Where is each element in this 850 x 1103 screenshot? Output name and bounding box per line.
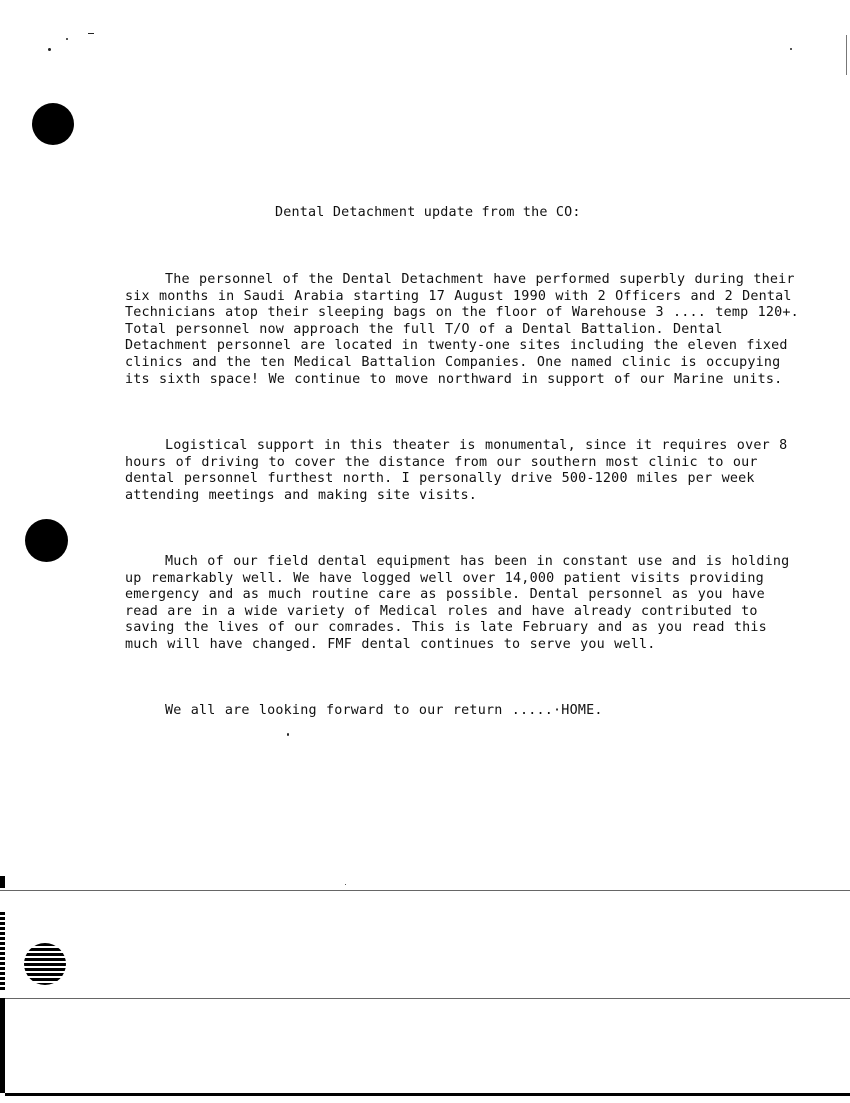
- scan-speck: [66, 38, 68, 40]
- paragraph-equipment: Much of our field dental equipment has been in constant use and is holding up remarkably well. We have logged well over 14,000 patient visits providing emergency and as much routine care as possible. Dental personnel as you have read are in a wide variety of Medical roles and have already contributed to saving the lives of our comrades. This is late February and as you read this much will have changed. FMF dental continues to serve you well.: [125, 554, 790, 653]
- paragraph-closing: We all are looking forward to our return .....·HOME.: [165, 703, 603, 719]
- scan-speck: [48, 48, 51, 51]
- scan-edge-bar: [0, 998, 5, 1093]
- memo-title: Dental Detachment update from the CO:: [275, 205, 581, 221]
- scan-rule-upper: [0, 890, 850, 891]
- scan-edge-mark: [846, 35, 847, 75]
- scan-speck: [790, 48, 792, 50]
- scan-edge-bar: [0, 912, 5, 992]
- scan-speck: [345, 884, 346, 885]
- punch-hole-top: [32, 103, 74, 145]
- scan-bottom-edge: [5, 1093, 850, 1096]
- memo-body: [125, 172, 805, 770]
- paragraph-logistics: Logistical support in this theater is monumental, since it requires over 8 hours of driving to cover the distance from our southern most clinic to our dental personnel furthest north. I personally drive 500-1200 miles per week attending meetings and making site visits.: [125, 437, 788, 503]
- punch-hole-middle: [25, 519, 68, 562]
- scan-rule-lower: [0, 998, 850, 999]
- paragraph-personnel: The personnel of the Dental Detachment have performed superbly during their six months in Saudi Arabia starting 17 August 1990 with 2 Officers and 2 Dental Technicians atop their sleeping bags on the floor of Warehouse 3 .... temp 120+. Total personnel now approach the full T/O of a Dental Battalion. Dental Detachment personnel are located in twenty-one sites including the eleven fixed clinics and the ten Medical Battalion Companies. One named clinic is occupying its sixth space! We continue to move northward in support of our Marine units.: [125, 271, 799, 387]
- scan-speck: [88, 33, 94, 34]
- scan-edge-bar: [0, 876, 5, 888]
- striped-hole-icon: [24, 943, 66, 985]
